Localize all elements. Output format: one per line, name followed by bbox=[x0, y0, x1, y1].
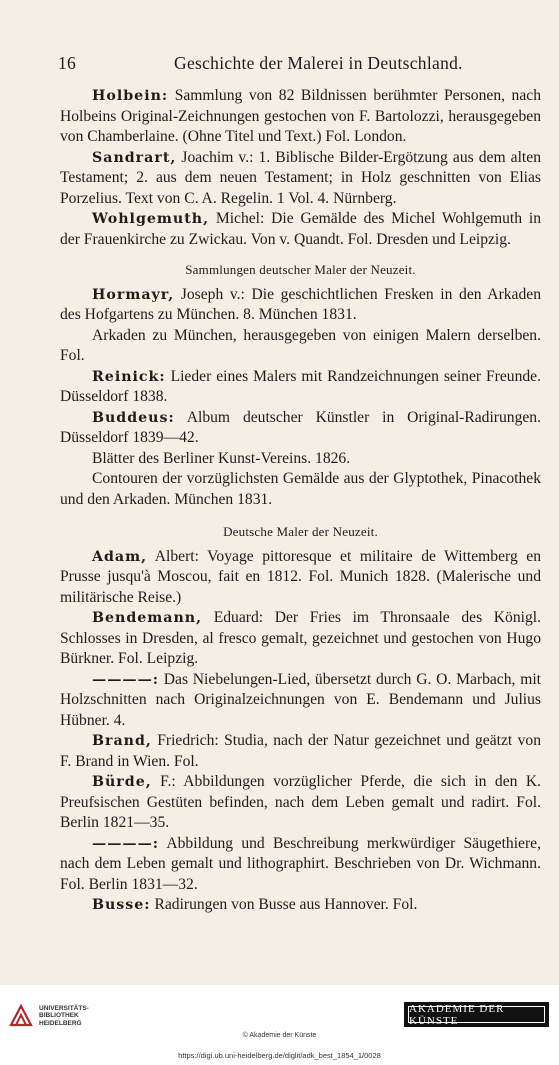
page-body bbox=[60, 86, 541, 916]
bibliography-entry bbox=[60, 209, 541, 250]
page-number: 16 bbox=[58, 53, 77, 73]
entry-author: Buddeus: bbox=[92, 409, 175, 426]
entry-text: Albert: Voyage pittoresque et militaire de Wittemberg en Prusse jusqu'à Moscou, fait en 1812. Fol. Munich 1828. (Malerische und militärische Reise.) bbox=[60, 547, 541, 606]
akademie-badge[interactable]: AKADEMIE DER KÜNSTE bbox=[404, 1002, 549, 1027]
entries-collections bbox=[60, 285, 541, 511]
entry-text: Album deutscher Künstler in Original-Radirungen. Düsseldorf 1839—42. bbox=[60, 408, 541, 446]
entry-text: Blätter des Berliner Kunst-Vereins. 1826. bbox=[92, 449, 351, 467]
copyright-notice: © Akademie der Künste bbox=[242, 1032, 317, 1039]
bibliography-entry bbox=[60, 326, 541, 367]
library-name: UNIVERSITÄTS- BIBLIOTHEK HEIDELBERG bbox=[39, 1004, 89, 1027]
entries-top bbox=[60, 86, 541, 250]
bibliography-entry bbox=[60, 608, 541, 670]
entry-text: Eduard: Der Fries im Thronsaale des Königl. Schlosses in Dresden, al fresco gemalt, gezeichnet und gestochen von Hugo Bürkner. Fol. Leipzig. bbox=[60, 609, 541, 667]
entry-text: Friedrich: Studia, nach der Natur gezeichnet und geätzt von F. Brand in Wien. Fol. bbox=[60, 732, 541, 770]
entry-author: Reinick: bbox=[92, 368, 166, 385]
bibliography-entry bbox=[60, 367, 541, 408]
permalink-url[interactable]: https://digi.ub.uni-heidelberg.de/diglit/adk_best_1854_1/0028 bbox=[178, 1051, 381, 1060]
bibliography-entry bbox=[60, 895, 541, 916]
entry-author: Brand, bbox=[92, 733, 152, 749]
bibliography-entry bbox=[60, 547, 541, 609]
bibliography-entry bbox=[60, 469, 541, 510]
entry-author: Adam, bbox=[92, 548, 148, 565]
entry-author: ————: bbox=[92, 671, 159, 688]
running-title: Geschichte der Malerei in Deutschland. bbox=[174, 53, 463, 73]
entry-author: Sandrart, bbox=[92, 149, 177, 166]
entry-text: Michel: Die Gemälde des Michel Wohlgemuth in der Frauenkirche zu Zwickau. Von v. Quandt. Fol. Dresden und Leipzig. bbox=[60, 210, 541, 248]
entry-text: Contouren der vorzüglichsten Gemälde aus der Glyptothek, Pinacothek und den Arkaden. München 1831. bbox=[60, 470, 541, 508]
entry-text: F.: Abbildungen vorzüglicher Pferde, die sich in den K. Preufsischen Gestüten befinden, nach dem Leben gemalt und radirt. Fol. Berlin 1821—35. bbox=[60, 773, 541, 831]
entries-painters bbox=[60, 547, 541, 916]
entry-author: Busse: bbox=[92, 897, 151, 913]
entry-text: Das Niebelungen-Lied, übersetzt durch G. O. Marbach, mit Holzschnitten nach Originalzeichnungen von E. Bendemann und Julius Hübner. 4. bbox=[60, 670, 541, 729]
library-emblem-icon bbox=[8, 1003, 34, 1029]
section-heading-collections: Sammlungen deutscher Maler der Neuzeit. bbox=[185, 262, 416, 277]
entry-text: Joachim v.: 1. Biblische Bilder-Ergötzung aus dem alten Testament; 2. aus dem neuen Testament; in Holz geschnitten von Elias Porzelius. Text von C. A. Regelin. 1 Vol. 4. Nürnberg. bbox=[60, 148, 541, 207]
bibliography-entry bbox=[60, 285, 541, 326]
entry-text: Radirungen von Busse aus Hannover. Fol. bbox=[150, 896, 418, 913]
section-heading-painters: Deutsche Maler der Neuzeit. bbox=[223, 524, 378, 539]
entry-author: Wohlgemuth, bbox=[92, 211, 210, 227]
bibliography-entry bbox=[60, 148, 541, 210]
entry-author: Hormayr, bbox=[92, 286, 175, 303]
entry-author: Bürde, bbox=[92, 774, 152, 790]
library-logo[interactable] bbox=[8, 1003, 89, 1029]
bibliography-entry bbox=[60, 408, 541, 449]
entry-text: Lieder eines Malers mit Randzeichnungen seiner Freunde. Düsseldorf 1838. bbox=[60, 367, 541, 405]
bibliography-entry bbox=[60, 772, 541, 834]
entry-text: Abbildung und Beschreibung merkwürdiger Säugethiere, nach dem Leben gemalt und lithographirt. Beschrieben von Dr. Wichmann. Fol. Berlin 1831—32. bbox=[60, 834, 541, 893]
bibliography-entry bbox=[60, 670, 541, 732]
bibliography-entry bbox=[60, 449, 541, 470]
entry-text: Arkaden zu München, herausgegeben von einigen Malern derselben. Fol. bbox=[60, 326, 541, 364]
viewer-footer bbox=[0, 985, 559, 1065]
entry-text: Sammlung von 82 Bildnissen berühmter Personen, nach Holbeins Original-Zeichnungen gestochen von F. Bartolozzi, herausgegeben von Chamberlaine. (Ohne Titel und Text.) Fol. London. bbox=[60, 87, 541, 145]
entry-author: ————: bbox=[92, 835, 159, 852]
entry-text: Joseph v.: Die geschichtlichen Fresken in den Arkaden des Hofgartens zu München. 8. München 1831. bbox=[60, 285, 541, 323]
bibliography-entry bbox=[60, 86, 541, 148]
entry-author: Bendemann, bbox=[92, 610, 203, 626]
bibliography-entry bbox=[60, 731, 541, 772]
bibliography-entry bbox=[60, 834, 541, 896]
entry-author: Holbein: bbox=[92, 88, 169, 104]
